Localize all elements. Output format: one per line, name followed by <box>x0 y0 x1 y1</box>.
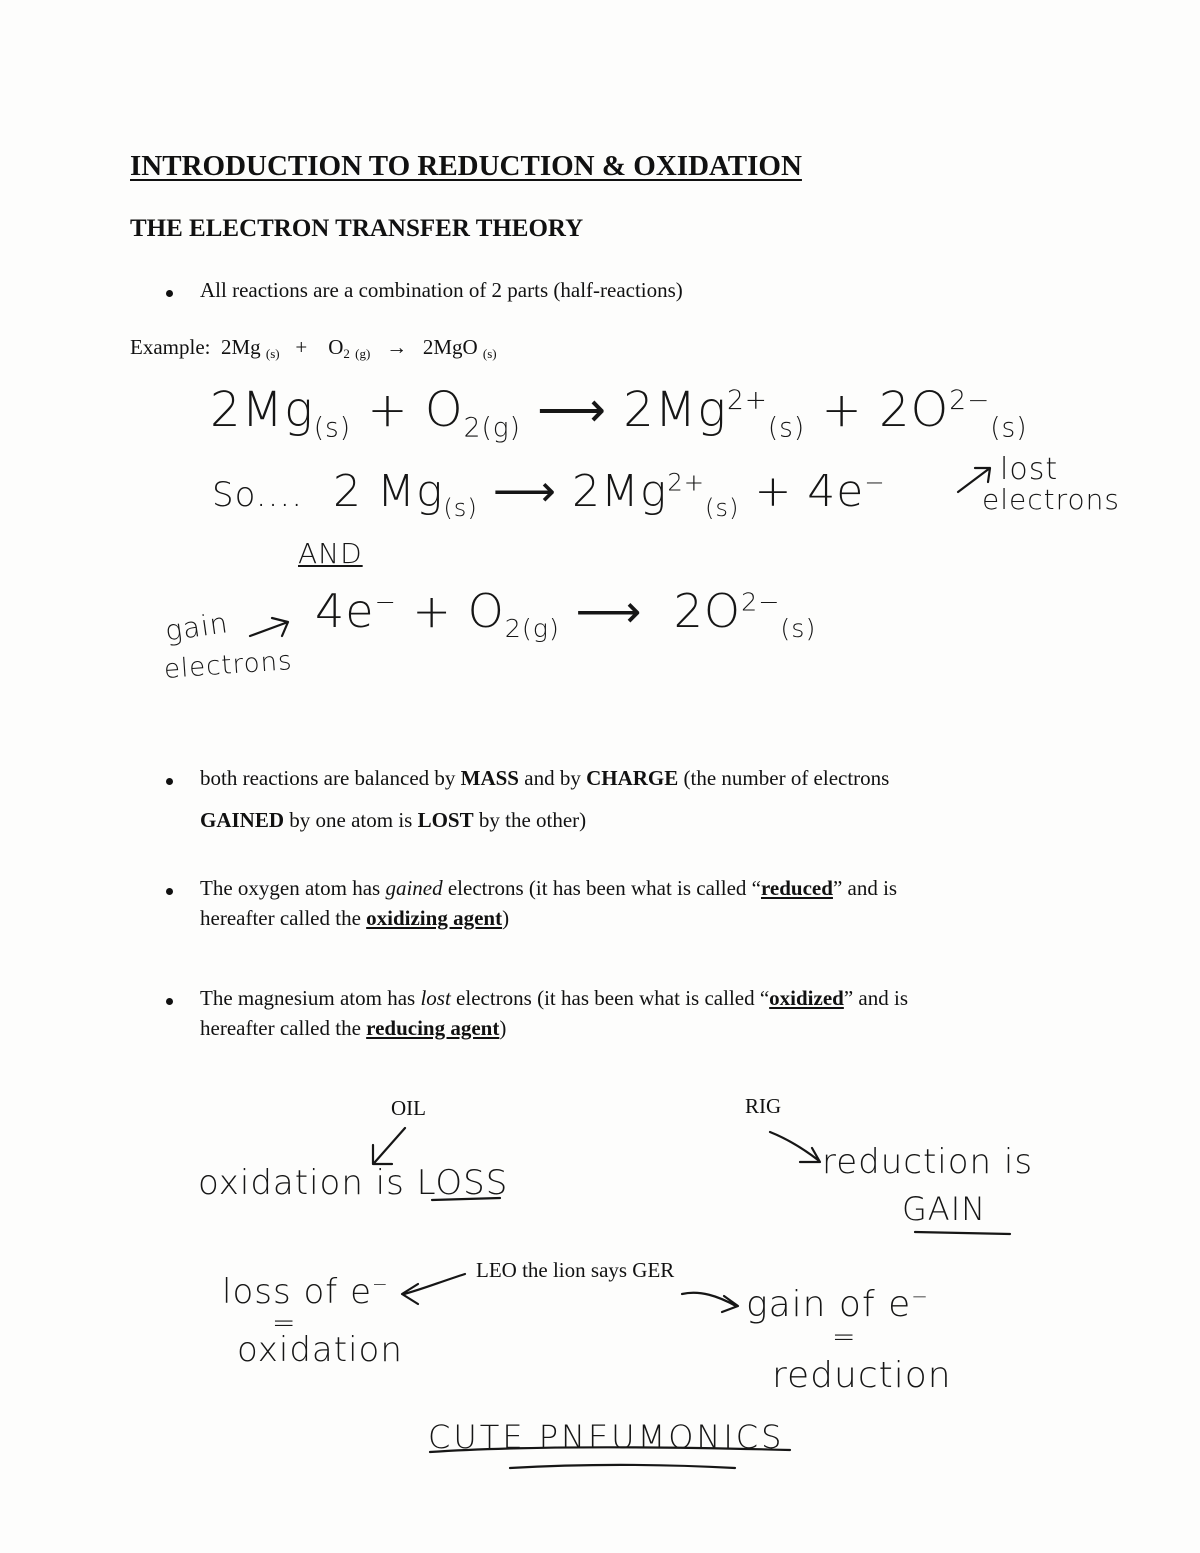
text-run: by one atom is <box>284 808 418 832</box>
hw-charge: 2+ <box>726 385 768 416</box>
hw-cute-pneumonics: CUTE PNEUMONICS <box>428 1418 785 1456</box>
hw-term: 2Mg <box>623 382 727 438</box>
hw-subscript: 2 <box>504 614 522 644</box>
text-run: and by <box>519 766 587 790</box>
hw-arrow: ⟶ <box>492 466 557 517</box>
handwritten-full-equation <box>210 382 1028 444</box>
bullet-marker <box>166 888 173 895</box>
term-oxidized: oxidized <box>769 986 844 1010</box>
hw-reduction: reduction <box>772 1355 952 1396</box>
hw-gain: GAIN <box>902 1190 987 1228</box>
hw-oxidation: oxidation <box>237 1330 403 1370</box>
hw-term: + O <box>412 584 505 638</box>
hw-term: 2Mg <box>210 382 314 438</box>
reaction-arrow: → <box>386 335 408 359</box>
underline-gain <box>915 1232 1010 1234</box>
hw-state: (s) <box>780 614 817 644</box>
hw-charge: 2+ <box>667 468 705 497</box>
hw-note-gain: gain <box>163 606 231 648</box>
underline-footer-2 <box>510 1465 735 1468</box>
hw-arrow: ⟶ <box>537 382 607 438</box>
hw-state: (s) <box>704 493 740 522</box>
product-mgo: 2MgO <box>422 335 478 359</box>
hw-term: 4e <box>315 584 375 638</box>
mnemonic-rig: RIG <box>745 1094 782 1118</box>
bullet-marker <box>166 998 173 1005</box>
hw-state: (s) <box>990 412 1028 444</box>
bullet-marker <box>166 778 173 785</box>
bullet-4-line-2 <box>200 1016 506 1041</box>
text-run: (the number of electrons <box>678 766 890 790</box>
handwritten-reduction-half <box>315 584 816 643</box>
term-reducing-agent: reducing agent <box>366 1016 500 1040</box>
emphasis-mass: MASS <box>460 766 519 790</box>
state-label: (g) <box>355 346 371 361</box>
text-run: ) <box>499 1016 507 1040</box>
bullet-2-line-1 <box>200 766 889 791</box>
hw-text: gain of e <box>746 1284 912 1325</box>
hw-state: (g) <box>521 614 560 644</box>
hw-term: + O <box>367 382 464 438</box>
hw-state: (s) <box>313 412 352 444</box>
hw-charge: − <box>911 1285 929 1308</box>
arrow-ger <box>682 1293 738 1312</box>
hw-equals: = <box>272 1306 297 1339</box>
hw-note-gain-electrons: electrons <box>163 646 294 685</box>
example-label: Example: <box>130 335 211 359</box>
page-title: INTRODUCTION TO REDUCTION & OXIDATION <box>130 150 802 182</box>
hw-term: + 2O <box>821 382 950 438</box>
bullet-3-line-2 <box>200 906 509 931</box>
hw-gain-of-e <box>746 1284 929 1325</box>
emphasis-lost: LOST <box>417 808 474 832</box>
text-run: electrons (it has been what is called “ <box>442 876 761 900</box>
hw-state: (s) <box>767 412 806 444</box>
term-reduced: reduced <box>760 876 833 900</box>
text-run: The oxygen atom has <box>200 876 386 900</box>
emphasis-gained: GAINED <box>200 808 285 832</box>
bullet-2-line-2 <box>200 808 586 833</box>
hw-arrow: ⟶ <box>575 584 643 638</box>
text-run: ) <box>502 906 510 930</box>
emphasis-charge: CHARGE <box>586 766 679 790</box>
bullet-4-line-1 <box>200 986 908 1011</box>
hw-charge: − <box>374 587 397 617</box>
hw-reduction-is: reduction is <box>822 1142 1034 1182</box>
text-run: by the other) <box>473 808 587 832</box>
hw-text: loss of e <box>222 1272 372 1312</box>
state-label: (s) <box>265 346 280 361</box>
bullet-3-line-1 <box>200 876 897 901</box>
hw-text: oxidation is <box>198 1163 417 1203</box>
hw-charge: 2− <box>741 587 781 617</box>
text-run: ” and is <box>832 876 898 900</box>
hw-note-electrons: electrons <box>982 483 1120 516</box>
subscript: 2 <box>343 346 350 361</box>
state-label: (s) <box>482 346 497 361</box>
hw-and: AND <box>298 537 363 570</box>
text-run: The magnesium atom has <box>200 986 421 1010</box>
hw-charge: − <box>371 1274 389 1296</box>
mnemonic-oil: OIL <box>391 1096 426 1120</box>
hw-oxidation-is-loss <box>198 1163 508 1203</box>
section-subtitle: THE ELECTRON TRANSFER THEORY <box>130 215 584 242</box>
hw-so: So.... <box>212 475 304 515</box>
hw-loss-of-e <box>222 1272 389 1312</box>
hw-state: (s) <box>443 493 478 522</box>
term-oxidizing-agent: oxidizing agent <box>366 906 503 930</box>
arrow-gain-electrons <box>250 618 288 636</box>
reactant-o2: O <box>328 335 344 359</box>
text-run: hereafter called the <box>200 906 367 930</box>
arrow-rig <box>770 1132 820 1162</box>
reactant-mg: 2Mg <box>220 335 261 359</box>
text-run: ” and is <box>843 986 908 1010</box>
plus-sign: + <box>295 335 308 359</box>
arrow-leo <box>402 1274 465 1304</box>
bullet-1-text: All reactions are a combination of 2 parts (half-reactions) <box>200 278 683 302</box>
hw-term: 2 Mg <box>333 466 444 517</box>
example-equation <box>130 335 497 362</box>
emphasis-gained: gained <box>385 876 443 900</box>
hw-loss: LOSS <box>416 1163 509 1203</box>
hw-term: + 4e <box>754 466 865 517</box>
text-run: both reactions are balanced by <box>200 766 461 790</box>
hw-note-lost: lost <box>1000 452 1059 487</box>
hw-state: (g) <box>481 412 521 444</box>
hw-equals: = <box>832 1320 857 1353</box>
handwritten-oxidation-half <box>212 466 886 522</box>
arrow-oil <box>373 1128 405 1164</box>
hw-term: 2Mg <box>571 466 668 517</box>
leo-ger-mnemonic: LEO the lion says GER <box>476 1258 675 1282</box>
text-run: electrons (it has been what is called “ <box>450 986 770 1010</box>
hw-charge: − <box>864 468 886 497</box>
bullet-marker <box>166 290 173 297</box>
hw-subscript: 2 <box>463 412 482 444</box>
text-run: hereafter called the <box>200 1016 367 1040</box>
hw-term: 2O <box>673 584 742 638</box>
emphasis-lost: lost <box>420 986 451 1010</box>
hw-charge: 2− <box>949 385 991 416</box>
